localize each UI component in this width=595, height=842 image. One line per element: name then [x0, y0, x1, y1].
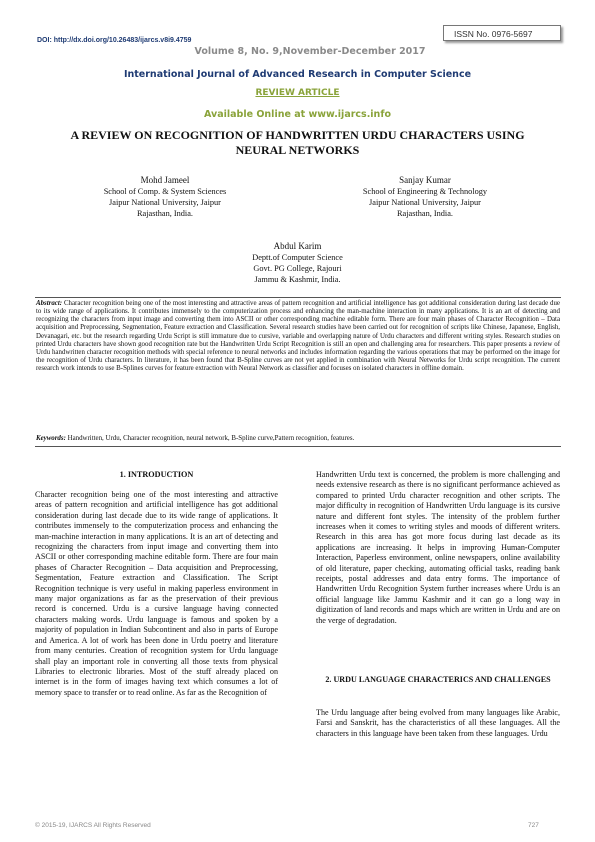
page-number: 727 [528, 822, 539, 829]
author-name: Mohd Jameel [140, 175, 190, 185]
author-affiliation: Jaipur National University, Jaipur [109, 198, 221, 207]
available-online[interactable]: Available Online at www.ijarcs.info [204, 109, 391, 120]
introduction-column-2: Handwritten Urdu text is concerned, the problem is more challenging and needs extensive research as there is no significant performance achieved as compared to printed Urdu character recognition and other scripts. The major difficulty in recognition of Handwritten Urdu language is its cursive nature and different font styles. The intensity of the problem further increases when it comes to writing styles and moods of different writers. Research in this area has got more focus during last decade as its applications are increasing. It helps in improving Human-Computer Interaction, Paperless environment, online newspapers, online availability of old literature, paper checking, automating official tasks, reading bank receipts, postal addresses and data entry forms. The importance of Handwritten Urdu Recognition System further increases where Urdu is an official language like Jammu Kashmir and it can go a long way in digitization of land records and maps which are written in Urdu and are on the verge of degradation. [316, 470, 560, 625]
abstract-text: Character recognition being one of the most interesting and attractive areas of pattern recognition and artificial intelligence has got additional consideration during last decade due to its wide range of applications. It contributes immensely to the computerization process and enhancing the man-machine interaction in many applications. It is an art of detecting and recognizing the characters from input image and converting them into ASCII or other corresponding machine editable form. There are four main phases of Character Recognition – Data acquisition and Preprocessing, Segmentation, Feature extraction and Classification. Several research studies have been carried out for recognition of scripts like Chinese, Japanese, English, Devanagari, etc. but the research regarding Urdu Script is still immature due to cursive, variable and overlapping nature of Urdu characters and different writing styles. Research studies on printed Urdu characters have shown good recognition rate but the Handwritten Urdu Script Recognition is still an open and challenging area for researchers. This paper presents a review of Urdu handwritten character recognition methods with special reference to neural networks and includes information regarding the various operations that may be performed on the image for the recognition of Urdu characters. In literature, it has been found that B-Spline curves are not yet applied in combination with Neural Networks for Urdu script recognition. The current research work intends to use B-Splines curves for feature extraction with Neural Network as classifier and focuses on isolated characters in offline domain. [36, 300, 560, 373]
section-heading-urdu-language: 2. URDU LANGUAGE CHARACTERICS AND CHALLENGES [325, 675, 551, 684]
issn-box: ISSN No. 0976-5697 [443, 25, 561, 41]
author-affiliation: Govt. PG College, Rajouri [253, 264, 342, 273]
doi-link[interactable]: DOI: http://dx.doi.org/10.26483/ijarcs.v8i9.4759 [37, 37, 192, 44]
author-affiliation: Jaipur National University, Jaipur [369, 198, 481, 207]
author-affiliation: School of Engineering & Technology [362, 187, 488, 196]
author-block [200, 241, 395, 285]
author-affiliation: Rajasthan, India. [397, 209, 453, 218]
introduction-column-1: Character recognition being one of the most interesting and attractive areas of pattern recognition and artificial intelligence has got additional consideration during last decade due to its wide range of applications. It contributes immensely to the computerization process and enhancing the man-machine interaction in many applications. It is an art of detecting and recognizing the characters from input image and converting them into ASCII or other corresponding machine editable form. There are four main phases of Character Recognition – Data acquisition and Preprocessing, Segmentation, Feature extraction and Classification. The Script Recognition technique is very useful in making paperless environment in many major organizations as far as the preservation of their previous record is concerned. Urdu is a cursive language having connected characters making words. Urdu language is famous and spoken by a majority of population in Indian Subcontinent and also in parts of Europe and America. A lot of work has been done in Urdu poetry and literature from many centuries. Creation of recognition system for Urdu language shall play an important role in converting all those texts from physical Libraries to electronic libraries. Most of the stuff already placed on internet is in the form of images having text which consumes a lot of memory space to transfer or to read online. As far as the Recognition of [35, 490, 278, 697]
author-affiliation: Deptt.of Computer Science [252, 253, 343, 262]
article-type: REVIEW ARTICLE [255, 88, 340, 98]
journal-name: International Journal of Advanced Research in Computer Science [123, 69, 472, 80]
author-block [70, 175, 260, 219]
author-affiliation: School of Comp. & System Sciences [103, 187, 227, 196]
author-affiliation: Jammu & Kashmir, India. [254, 275, 341, 284]
abstract-label: Abstract: [36, 300, 63, 307]
section-heading-introduction: 1. INTRODUCTION [119, 470, 194, 479]
volume-info: Volume 8, No. 9,November-December 2017 [194, 46, 426, 57]
keywords [36, 435, 560, 443]
paper-title: A REVIEW ON RECOGNITION OF HANDWRITTEN URDU CHARACTERS USING NEURAL NETWORKS [70, 128, 525, 157]
copyright: © 2015-19, IJARCS All Rights Reserved [35, 822, 151, 829]
author-block [340, 175, 510, 219]
author-name: Sanjay Kumar [399, 175, 451, 185]
keywords-text: Handwritten, Urdu, Character recognition, neural network, B-Spline curve,Pattern recognition, features. [67, 435, 355, 442]
keywords-label: Keywords: [36, 435, 66, 442]
author-affiliation: Rajasthan, India. [137, 209, 193, 218]
section-2-text: The Urdu language after being evolved from many languages like Arabic, Farsi and Sanskrit, has the characteristics of all these languages. All the characters in this language have been taken from these languages. Urdu [316, 708, 560, 738]
author-name: Abdul Karim [273, 241, 322, 251]
abstract [36, 300, 560, 373]
